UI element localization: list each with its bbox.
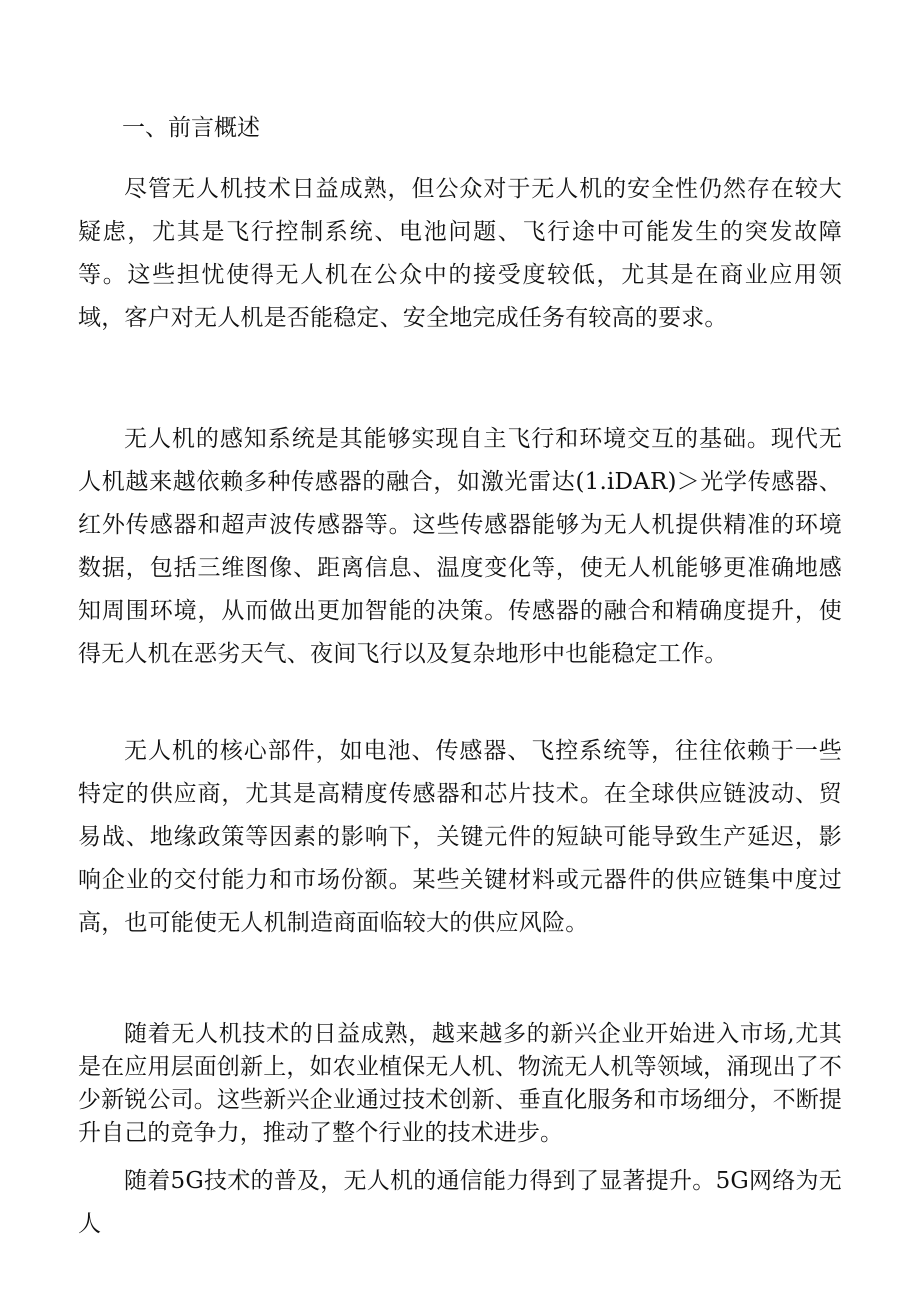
paragraph-supply-chain: 无人机的核心部件，如电池、传感器、飞控系统等，往往依赖于一些特定的供应商，尤其是高精度传感器和芯片技术。在全球供应链波动、贸易战、地缘政策等因素的影响下，关键元件的短缺可能导致生产延迟，影响企业的交付能力和市场份额。某些关键材料或元器件的供应链集中度过高，也可能使无人机制造商面临较大的供应风险。 bbox=[78, 738, 842, 936]
section-heading: 一、前言概述 bbox=[122, 115, 260, 141]
paragraph-perception-system: 无人机的感知系统是其能够实现自主飞行和环境交互的基础。现代无人机越来越依赖多种传感器的融合，如激光雷达(1.iDAR)＞光学传感器、红外传感器和超声波传感器等。这些传感器能够为无人机提供精准的环境数据，包括三维图像、距离信息、温度变化等，使无人机能够更准确地感知周围环境，从而做出更加智能的决策。传感器的融合和精确度提升，使得无人机在恶劣天气、夜间飞行以及复杂地形中也能稳定工作。 bbox=[78, 426, 842, 667]
paragraph-new-entrants: 随着无人机技术的日益成熟，越来越多的新兴企业开始进入市场,尤其是在应用层面创新上，如农业植保无人机、物流无人机等领域，涌现出了不少新锐公司。这些新兴企业通过技术创新、垂直化服务和市场细分，不断提升自己的竞争力，推动了整个行业的技术进步。 bbox=[78, 1021, 842, 1146]
paragraph-5g-communication: 随着5G技术的普及，无人机的通信能力得到了显著提升。5G网络为无人 bbox=[78, 1168, 842, 1237]
paragraph-public-safety-concerns: 尽管无人机技术日益成熟，但公众对于无人机的安全性仍然存在较大疑虑，尤其是飞行控制系统、电池问题、飞行途中可能发生的突发故障等。这些担忧使得无人机在公众中的接受度较低，尤其是在商业应用领域，客户对无人机是否能稳定、安全地完成任务有较高的要求。 bbox=[78, 176, 842, 331]
